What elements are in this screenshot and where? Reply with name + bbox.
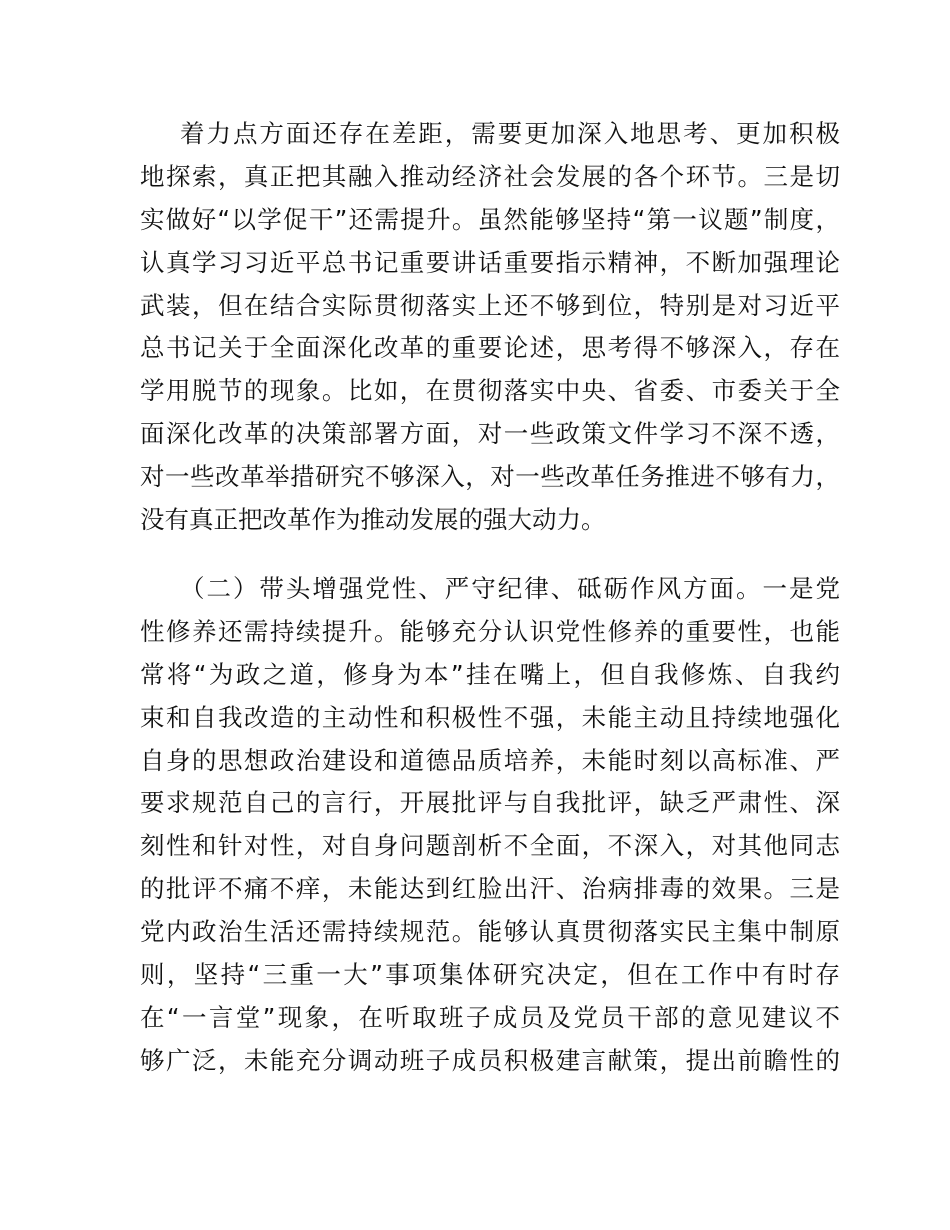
text-line: 着力点方面还存在差距，需要更加深入地思考、更加积极 xyxy=(180,119,840,148)
text-line: 实做好“以学促干”还需提升。虽然能够坚持“第一议题”制度， xyxy=(140,204,840,234)
text-line: 刻性和针对性，对自身问题剖析不全面，不深入，对其他同志 xyxy=(140,831,840,861)
text-line: 的批评不痛不痒，未能达到红脸出汗、治病排毒的效果。三是 xyxy=(140,874,840,904)
text-line: 地探索，真正把其融入推动经济社会发展的各个环节。三是切 xyxy=(140,161,840,191)
text-line: 要求规范自己的言行，开展批评与自我批评，缺乏严肃性、深 xyxy=(140,788,840,818)
text-line: 总书记关于全面深化改革的重要论述，思考得不够深入，存在 xyxy=(140,333,840,363)
text-line: 在“一言堂”现象，在听取班子成员及党员干部的意见建议不 xyxy=(140,1002,840,1032)
text-line: 对一些改革举措研究不够深入，对一些改革任务推进不够有力， xyxy=(140,462,840,492)
text-line: 常将“为政之道，修身为本”挂在嘴上，但自我修炼、自我约 xyxy=(140,659,840,689)
text-line: 性修养还需持续提升。能够充分认识党性修养的重要性，也能 xyxy=(140,616,840,646)
text-line: 够广泛，未能充分调动班子成员积极建言献策，提出前瞻性的 xyxy=(140,1045,840,1075)
paragraph-section-two xyxy=(140,568,840,1083)
text-line: 认真学习习近平总书记重要讲话重要指示精神，不断加强理论 xyxy=(140,247,840,277)
text-line: （二）带头增强党性、严守纪律、砥砺作风方面。一是党 xyxy=(180,574,840,603)
text-line: 学用脱节的现象。比如，在贯彻落实中央、省委、市委关于全 xyxy=(140,376,840,406)
text-line: 没有真正把改革作为推动发展的强大动力。 xyxy=(140,505,606,535)
text-line: 党内政治生活还需持续规范。能够认真贯彻落实民主集中制原 xyxy=(140,917,840,947)
text-line: 面深化改革的决策部署方面，对一些政策文件学习不深不透， xyxy=(140,419,840,449)
text-line: 自身的思想政治建设和道德品质培养，未能时刻以高标准、严 xyxy=(140,745,840,775)
text-line: 武装，但在结合实际贯彻落实上还不够到位，特别是对习近平 xyxy=(140,290,840,320)
text-line: 则，坚持“三重一大”事项集体研究决定，但在工作中有时存 xyxy=(140,960,840,990)
text-line: 束和自我改造的主动性和积极性不强，未能主动且持续地强化 xyxy=(140,702,840,732)
paragraph-continuation xyxy=(140,113,840,542)
